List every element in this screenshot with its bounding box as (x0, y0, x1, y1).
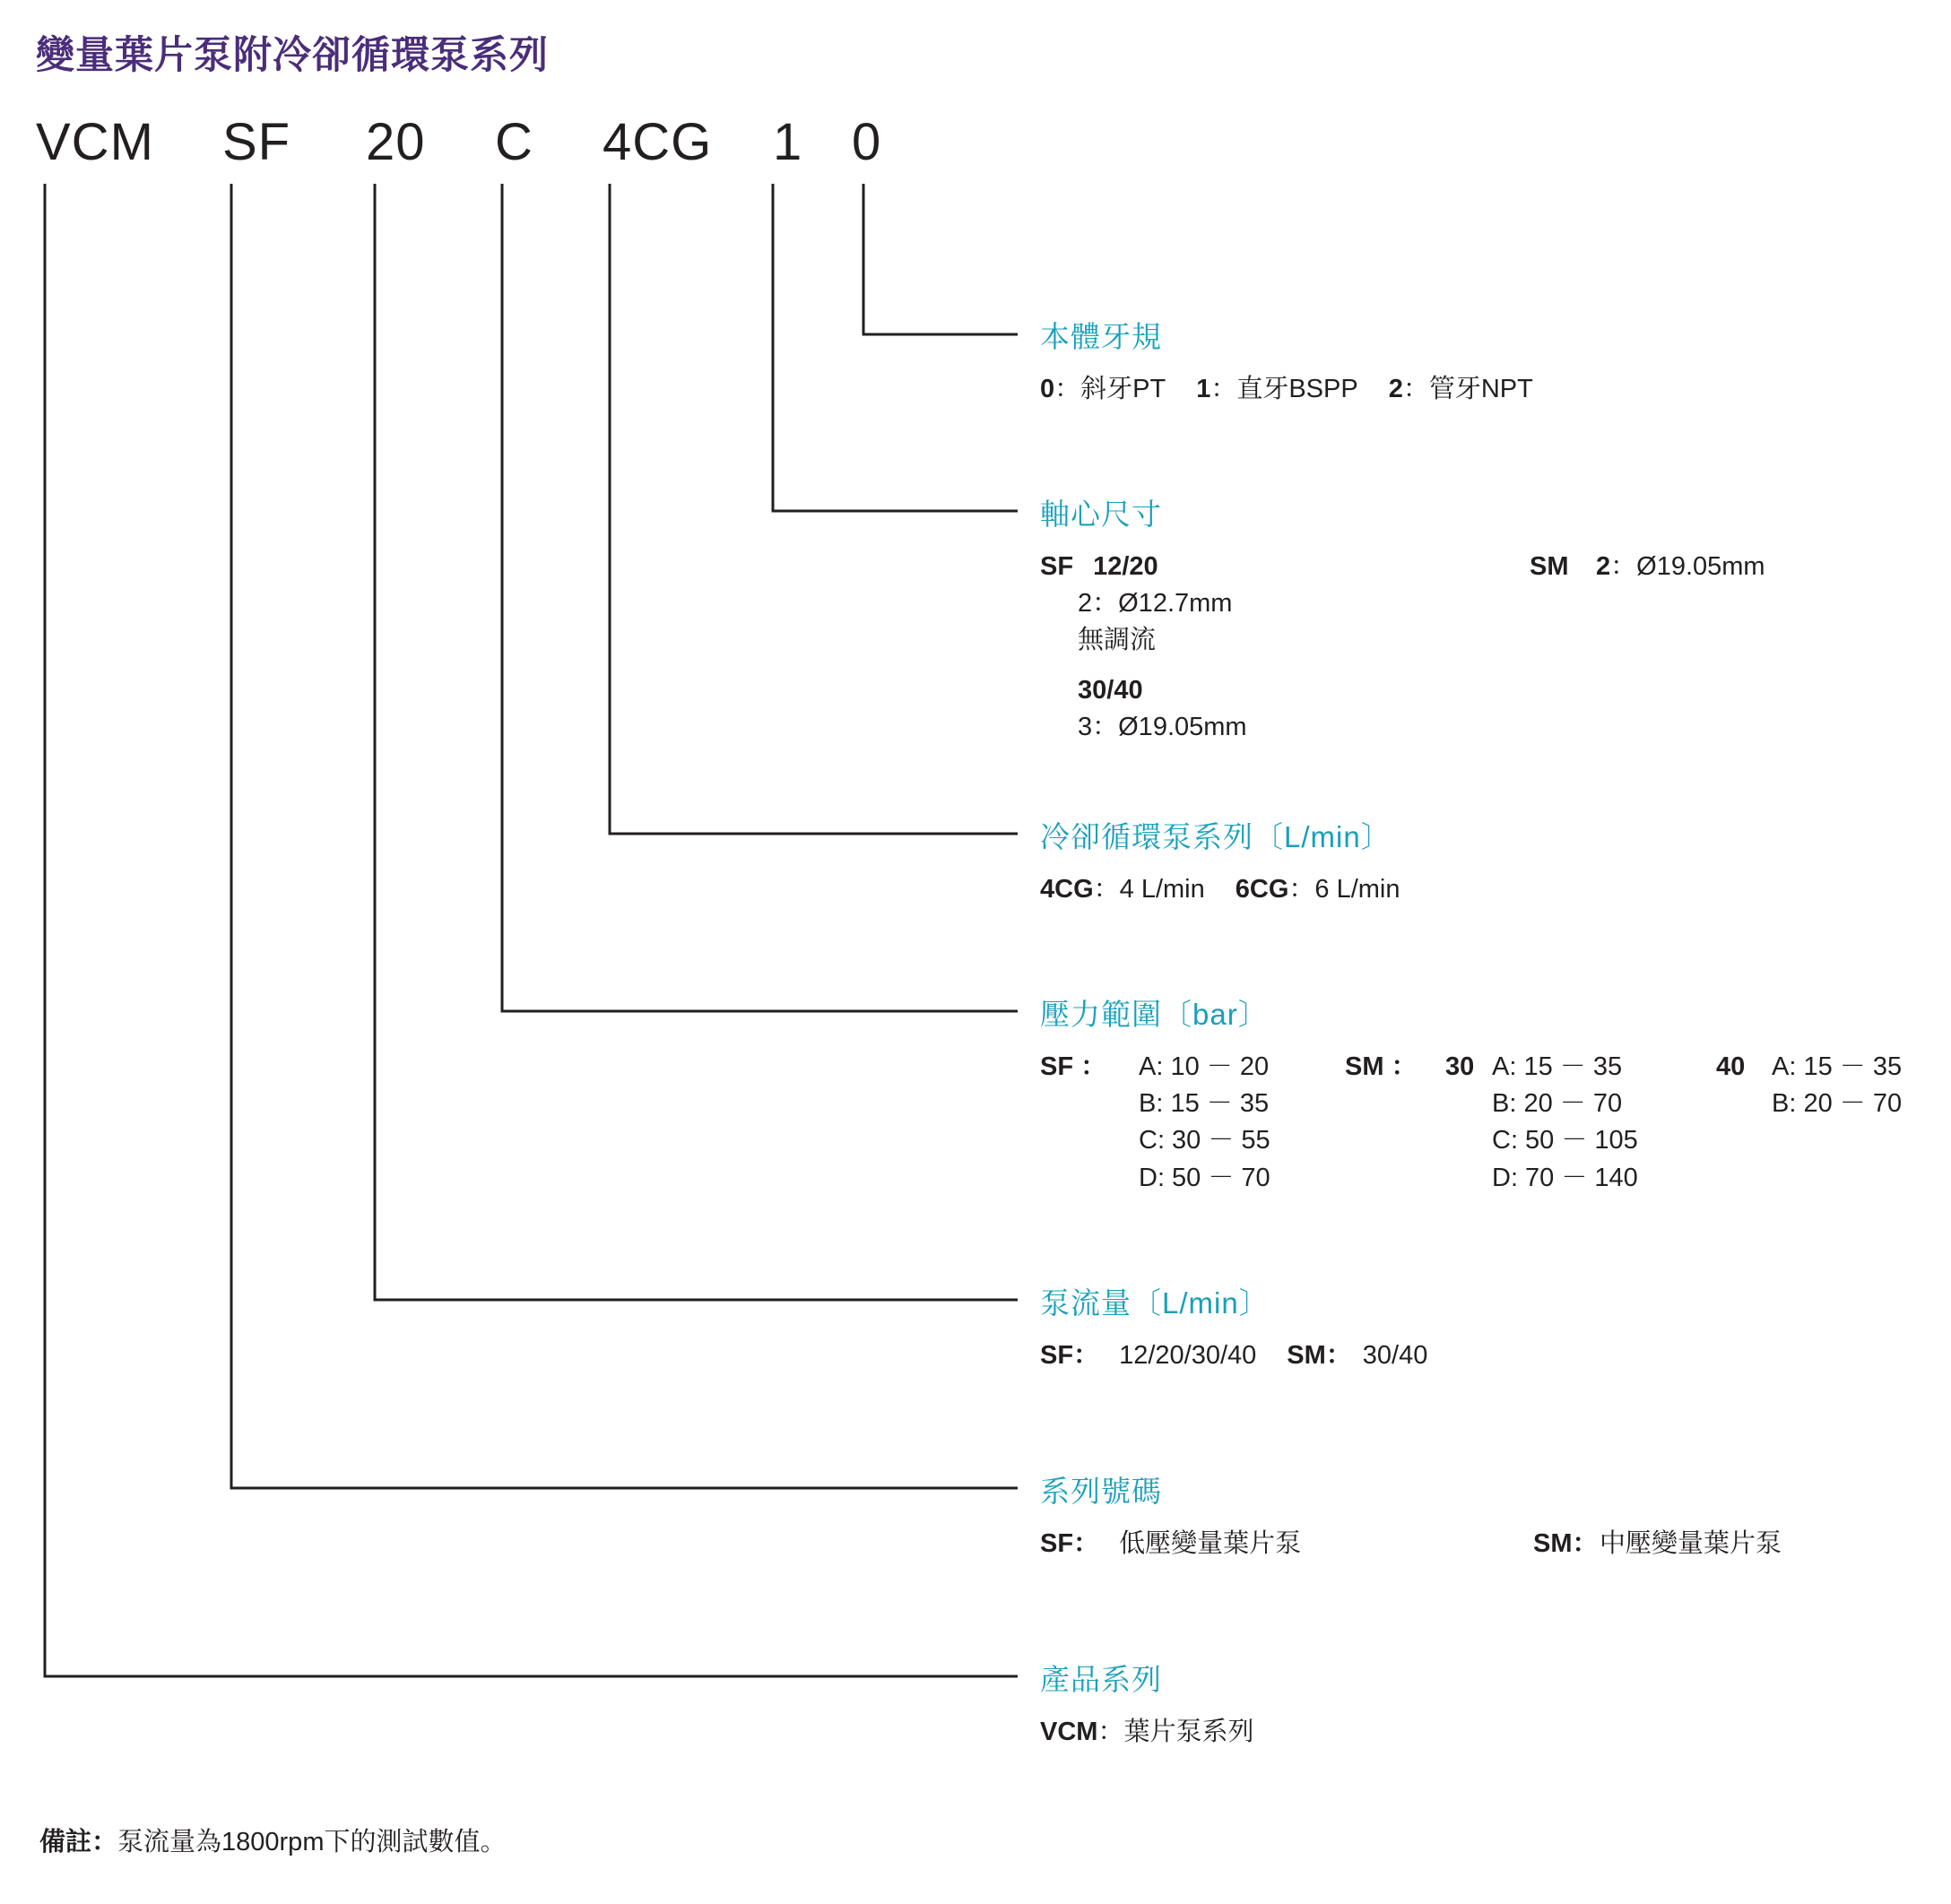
callout-pressure-range-heading: 壓力範圍〔bar〕 (1040, 998, 1269, 1031)
shaft-sf-label: SF (1040, 552, 1074, 581)
series-sm-label: SM： (1533, 1529, 1599, 1558)
callout-product-series (1040, 1657, 1253, 1751)
series-sf-label: SF： (1040, 1529, 1100, 1558)
pressure-sm30-value-a: A: 15 － 35 (1492, 1052, 1623, 1081)
pressure-sm30-label: 30 (1445, 1052, 1475, 1081)
product-series-value: ：葉片泵系列 (1097, 1718, 1254, 1746)
code-segment-product-series: VCM (36, 113, 154, 171)
cooling-opt1-key: 4CG (1040, 875, 1094, 904)
page-title: 變量葉片泵附冷卻循環泵系列 (36, 34, 549, 77)
shaft-sm-line: 2：Ø19.05mm (1596, 552, 1765, 581)
pump-flow-sm-label: SM： (1287, 1341, 1352, 1370)
shaft-sm-label: SM (1530, 552, 1569, 581)
product-series-key: VCM (1040, 1718, 1098, 1746)
body-thread-opt3-key: 2 (1388, 375, 1403, 403)
callout-pump-flow-body (1040, 1337, 1427, 1374)
callout-series-number-heading: 系列號碼 (1040, 1475, 1162, 1508)
body-thread-opt2-key: 1 (1196, 375, 1211, 403)
code-segment-body-thread: 0 (852, 113, 882, 171)
callout-body-thread (1040, 314, 1533, 408)
code-segment-pressure-range: C (495, 113, 533, 171)
pump-flow-sf-label: SF： (1040, 1341, 1100, 1370)
pressure-sm-label: SM ： (1345, 1052, 1418, 1081)
pressure-sm40-value-a: A: 15 － 35 (1772, 1052, 1903, 1081)
pressure-sf-label: SF ： (1040, 1052, 1107, 1081)
cooling-opt2-val: ：6 L/min (1288, 875, 1400, 904)
callout-series-number (1040, 1468, 1782, 1562)
pressure-sf-value-a: A: 10 － 20 (1139, 1052, 1270, 1081)
pressure-sm40-value-b: B: 20 － 70 (1772, 1089, 1903, 1119)
callout-cooling-pump (1040, 814, 1400, 908)
series-sm-value: 中壓變量葉片泵 (1600, 1529, 1782, 1558)
callout-cooling-pump-options (1040, 871, 1400, 908)
pressure-sm30-value-b: B: 20 － 70 (1492, 1089, 1623, 1119)
shaft-sf-group1: 12/20 (1093, 552, 1158, 581)
pressure-sf-value-d: D: 50 － 70 (1139, 1163, 1270, 1192)
body-thread-opt2-val: ：直牙BSPP (1210, 375, 1358, 403)
cooling-opt2-key: 6CG (1235, 875, 1289, 904)
shaft-sf-group2: 30/40 (1078, 675, 1143, 705)
body-thread-opt1-val: ：斜牙PT (1054, 375, 1166, 403)
code-segment-cooling-pump: 4CG (603, 113, 713, 171)
pressure-sm30-value-c: C: 50 － 105 (1492, 1126, 1638, 1155)
callout-product-series-body (1040, 1714, 1253, 1751)
pressure-sf-value-b: B: 15 － 35 (1139, 1089, 1270, 1119)
pressure-sm30-value-d: D: 70 － 140 (1492, 1163, 1638, 1192)
callout-pump-flow-heading: 泵流量〔L/min〕 (1040, 1286, 1270, 1320)
pump-flow-sm-value: 30/40 (1362, 1341, 1428, 1370)
shaft-sf-group1-line2: 無調流 (1078, 626, 1157, 655)
footnote (39, 1822, 506, 1858)
callout-pump-flow (1040, 1280, 1427, 1374)
callout-pressure-range (1040, 991, 1902, 1197)
callout-shaft-size (1040, 491, 1765, 746)
pressure-sf-value-c: C: 30 － 55 (1139, 1126, 1270, 1155)
shaft-sf-group2-line1: 3：Ø19.05mm (1078, 712, 1247, 741)
code-segment-shaft-size: 1 (773, 113, 803, 171)
callout-shaft-size-body (1040, 549, 1765, 746)
code-segment-pump-flow: 20 (366, 113, 426, 171)
body-thread-opt3-val: ：管牙NPT (1402, 375, 1533, 403)
callout-shaft-size-heading: 軸心尺寸 (1040, 498, 1162, 531)
shaft-sf-group1-line1: 2：Ø12.7mm (1078, 589, 1233, 619)
callout-cooling-pump-heading: 冷卻循環泵系列〔L/min〕 (1040, 820, 1392, 853)
callout-body-thread-options (1040, 371, 1533, 408)
callout-body-thread-heading: 本體牙規 (1040, 320, 1162, 353)
pump-flow-sf-value: 12/20/30/40 (1119, 1341, 1257, 1370)
body-thread-opt1-key: 0 (1040, 375, 1055, 403)
series-sf-value: 低壓變量葉片泵 (1119, 1529, 1302, 1558)
footnote-text: 泵流量為1800rpm下的測試數值。 (117, 1828, 507, 1856)
callout-series-number-body (1040, 1526, 1782, 1562)
callout-product-series-heading: 產品系列 (1040, 1663, 1162, 1696)
pressure-sm40-label: 40 (1716, 1052, 1746, 1081)
footnote-label: 備註： (39, 1828, 118, 1856)
cooling-opt1-val: ：4 L/min (1093, 875, 1205, 904)
callout-pressure-range-body (1040, 1049, 1902, 1197)
code-segment-series-number: SF (222, 113, 291, 171)
